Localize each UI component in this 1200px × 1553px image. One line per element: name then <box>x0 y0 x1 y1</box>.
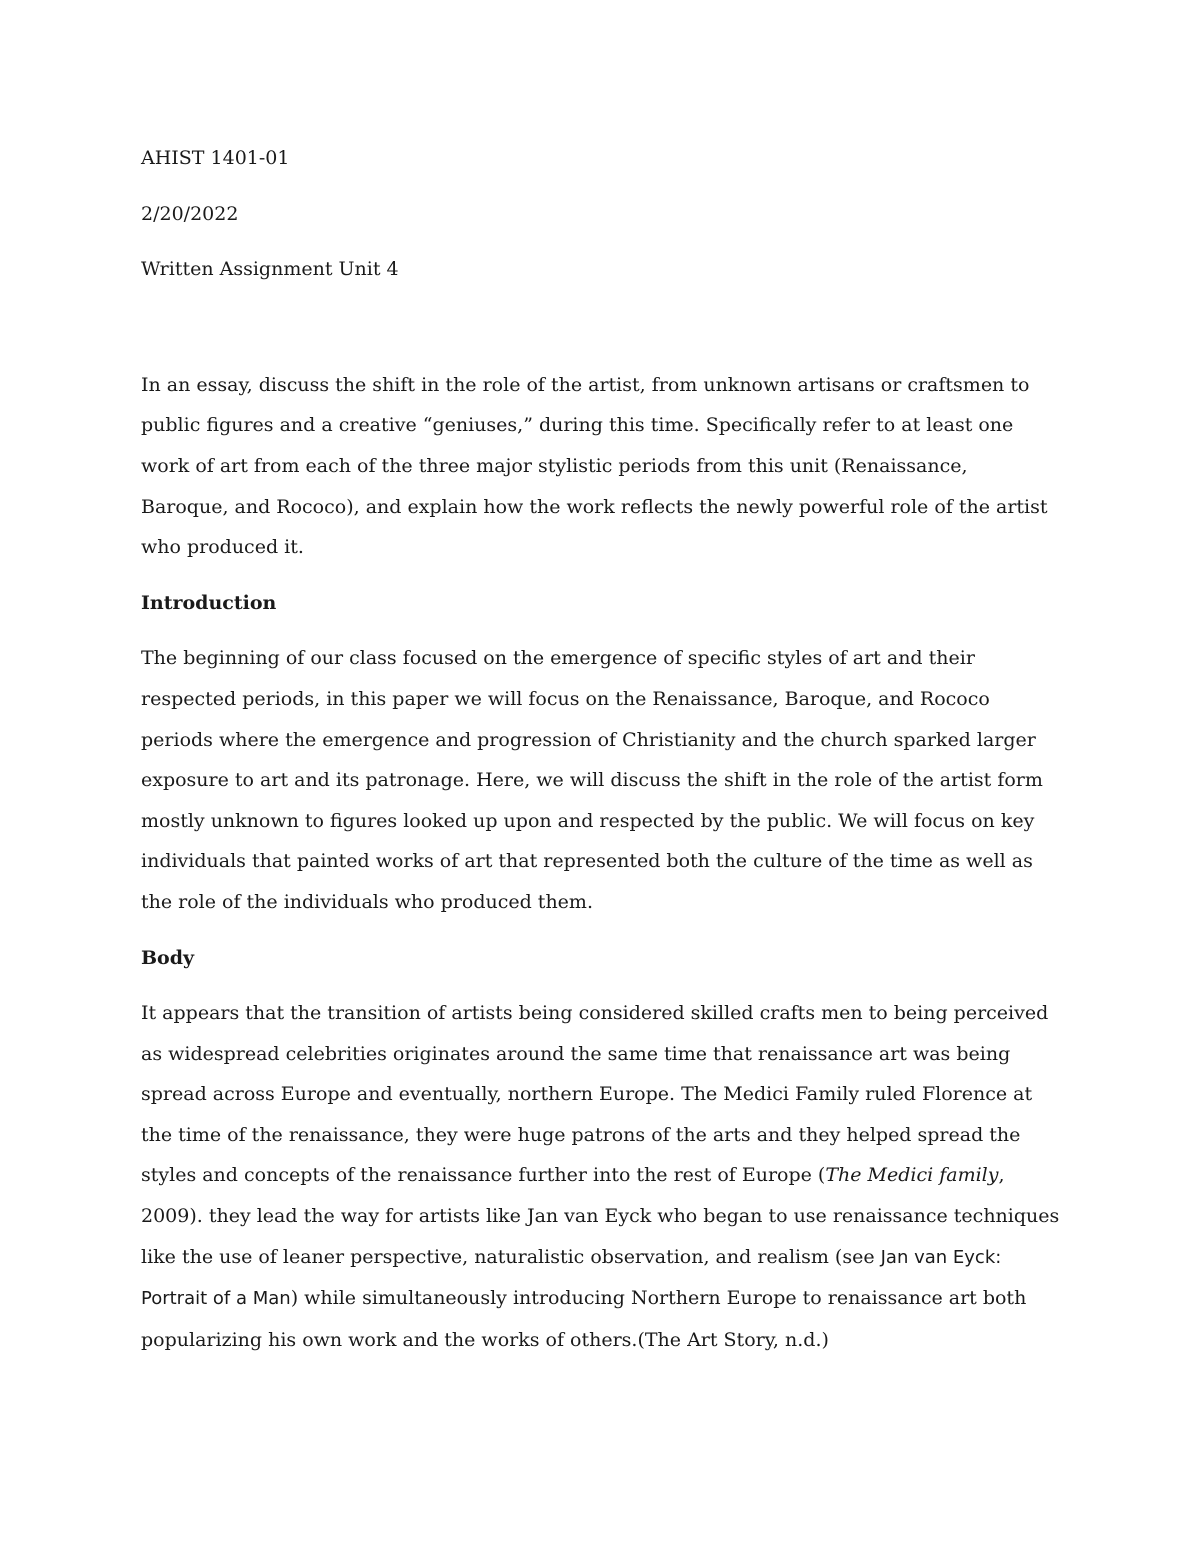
assignment-date: 2/20/2022 <box>141 202 239 225</box>
course-code: AHIST 1401-01 <box>141 147 290 169</box>
body-text-part3: ) while simultaneously introducing Northern Europe to renaissance art both popularizing his own work and the works of others.(The Art Story, n.d.) <box>141 1287 1027 1351</box>
introduction-heading: Introduction <box>141 591 277 614</box>
body-text-part1: It appears that the transition of artists being considered skilled crafts men to being perceived as widespread celebrities originates around the same time that renaissance art was being spread across Europe and eventually, northern Europe. The Medici Family ruled Florence at the time of the renaissance, they were huge patrons of the arts and they helped spread the styles and concepts of the renaissance further into the rest of Europe ( <box>141 1002 1049 1187</box>
essay-prompt: In an essay, discuss the shift in the role of the artist, from unknown artisans or craftsmen to public figures and a creative “geniuses,” during this time. Specifically refer to at least one work of art from each of the three major stylistic periods from this unit (Renaissance, Baroque, and Rococo), and explain how the work reflects the newly powerful role of the artist who produced it. <box>141 373 1048 559</box>
body-paragraph <box>141 993 1061 1360</box>
introduction-paragraph: The beginning of our class focused on the emergence of specific styles of art and their respected periods, in this paper we will focus on the Renaissance, Baroque, and Rococo periods where the emergence and progression of Christianity and the church sparked larger exposure to art and its patronage. Here, we will discuss the shift in the role of the artist form mostly unknown to figures looked up upon and respected by the public. We will focus on key individuals that painted works of art that represented both the culture of the time as well as the role of the individuals who produced them. <box>141 647 1043 913</box>
body-text-part2: , 2009). they lead the way for artists like Jan van Eyck who began to use renaissance techniques like the use of leaner perspective, naturalistic observation, and realism (see <box>141 1164 1060 1268</box>
assignment-title: Written Assignment Unit 4 <box>141 258 399 281</box>
document-page <box>141 138 1061 1375</box>
artwork-reference: Jan van Eyck: Portrait of a Man <box>141 1246 1002 1310</box>
citation-title: The Medici family <box>825 1164 999 1187</box>
body-heading: Body <box>141 946 195 969</box>
